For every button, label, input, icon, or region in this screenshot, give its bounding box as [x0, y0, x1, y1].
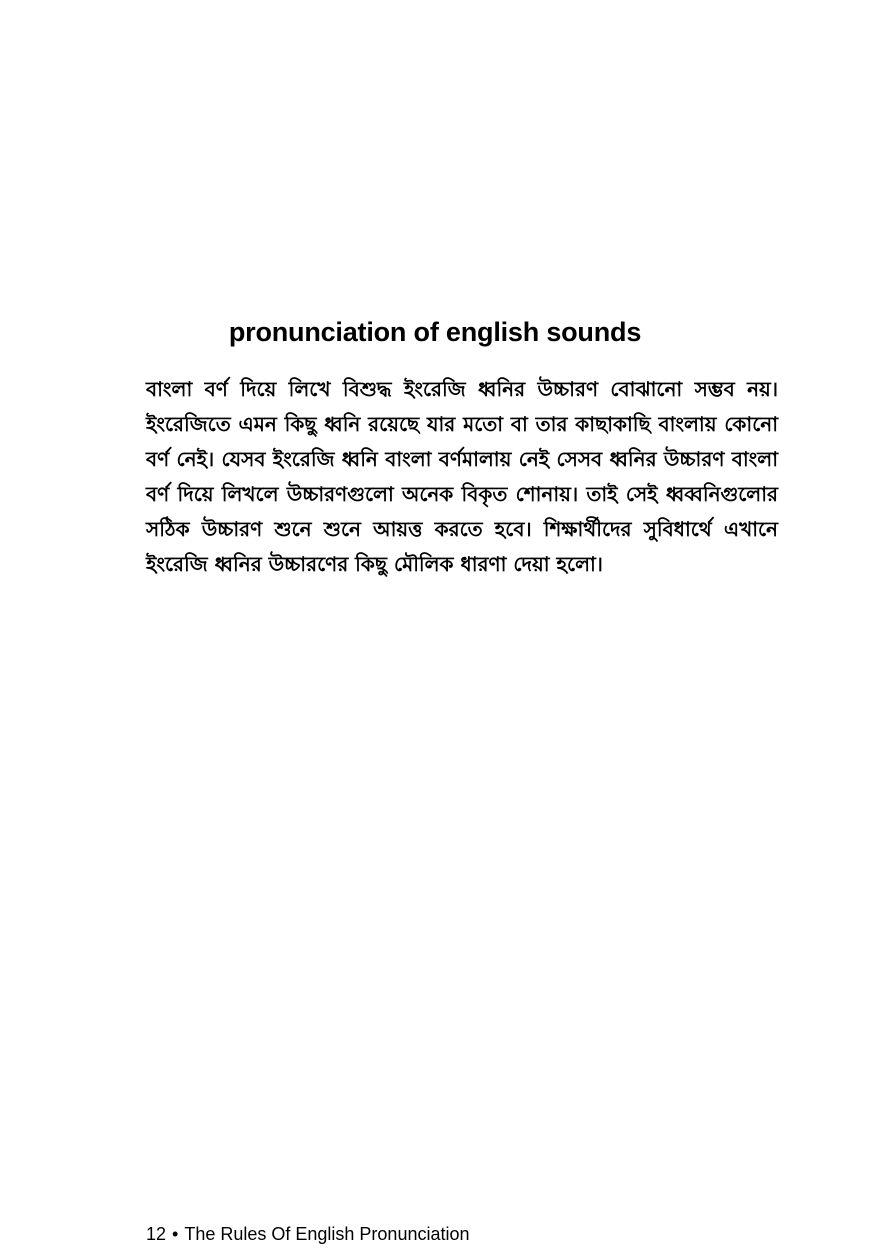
page-number: 12 — [146, 1224, 167, 1244]
page-title: pronunciation of english sounds — [228, 317, 642, 347]
page-footer — [146, 1222, 746, 1246]
book-title: The Rules Of English Pronunciation — [184, 1224, 470, 1244]
body-paragraph: বাংলা বর্ণ দিয়ে লিখে বিশুদ্ধ ইংরেজি ধ্বনির উচ্চারণ বোঝানো সম্ভব নয়। ইংরেজিতে এমন কিছু ধ্বনি রয়েছে যার মতো বা তার কাছাকাছি বাংলায় কোনো বর্ণ নেই। যেসব ইংরেজি ধ্বনি বাংলা বর্ণমালায় নেই সেসব ধ্বনির উচ্চারণ বাংলা বর্ণ দিয়ে লিখলে উচ্চারণগুলো অনেক বিকৃত শোনায়। তাই সেই ধ্বব্বনিগুলোর সঠিক উচ্চারণ শুনে শুনে আয়ত্ত করতে হবে। শিক্ষার্থীদের সুবিধার্থে এখানে ইংরেজি ধ্বনির উচ্চারণের কিছু মৌলিক ধারণা দেয়া হলো। — [146, 377, 778, 576]
bullet-separator: • — [172, 1224, 179, 1244]
